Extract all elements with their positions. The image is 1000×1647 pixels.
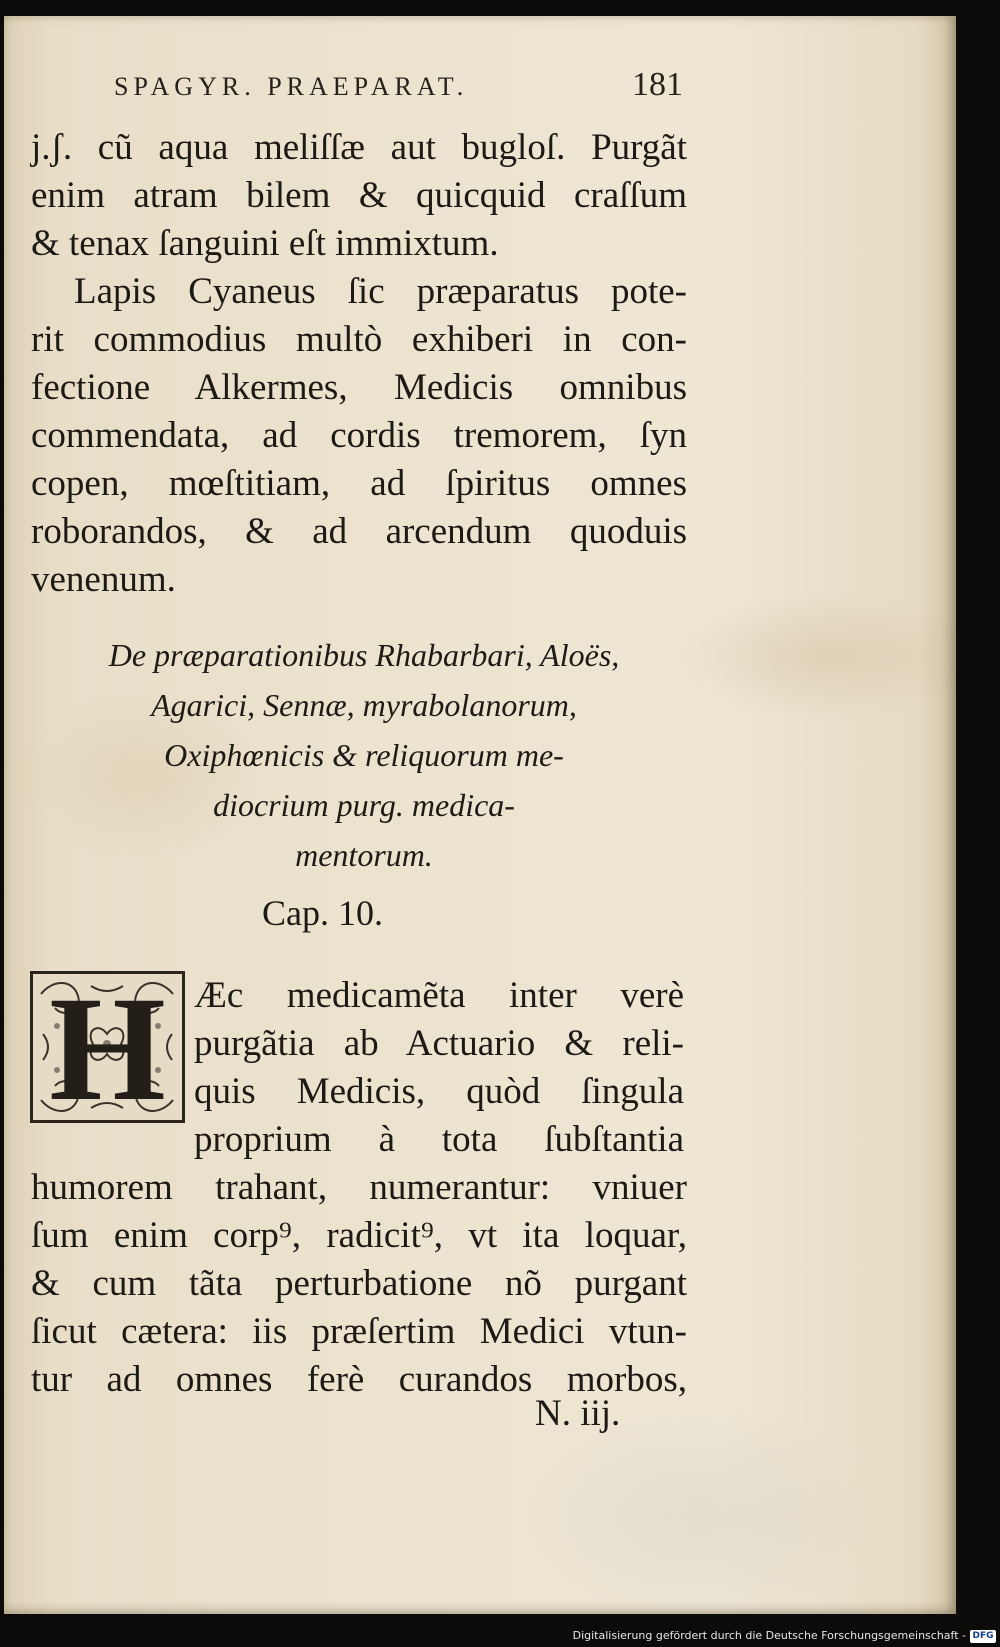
text-line: fectione Alkermes, Medicis omnibus bbox=[31, 367, 687, 408]
dfg-logo-icon: DFG bbox=[970, 1630, 996, 1643]
chapter-opening-text bbox=[194, 972, 684, 1164]
text-line: commendata, ad cordis tremorem, ſyn bbox=[31, 415, 687, 456]
text-line: Æc medicamẽta inter verè bbox=[194, 975, 684, 1016]
heading-line: Agarici, Sennæ, myrabolanorum, bbox=[151, 687, 577, 723]
text-line: Lapis Cyaneus ſic præparatus pote- bbox=[74, 271, 687, 312]
decorated-initial bbox=[30, 966, 185, 1132]
text-line: ſicut cætera: iis præſertim Medici vtun- bbox=[31, 1311, 687, 1352]
initial-letter: H bbox=[49, 966, 166, 1132]
book-page bbox=[4, 16, 956, 1614]
text-line: humorem trahant, numerantur: vniuer bbox=[31, 1167, 687, 1208]
text-line: & tenax ſanguini eſt immixtum. bbox=[31, 223, 499, 264]
text-line: j.ʃ. cũ aqua meliſſæ aut bugloſ. Purgãt bbox=[31, 127, 687, 168]
chapter-body-text bbox=[31, 1164, 691, 1404]
heading-line: Oxiphœnicis & reliquorum me- bbox=[164, 737, 564, 773]
text-line: proprium à tota ſubſtantia bbox=[194, 1119, 684, 1160]
text-line: roborandos, & ad arcendum quoduis bbox=[31, 511, 687, 552]
text-line: & cum tãta perturbatione nõ purgant bbox=[31, 1263, 687, 1304]
section-heading bbox=[44, 630, 684, 880]
digitization-footer bbox=[572, 1627, 1000, 1647]
text-line: quis Medicis, quòd ſingula bbox=[194, 1071, 684, 1112]
text-line: ſum enim corp⁹, radicit⁹, vt ita loquar, bbox=[31, 1215, 687, 1256]
text-line: enim atram bilem & quicquid craſſum bbox=[31, 175, 687, 216]
heading-line: mentorum. bbox=[295, 837, 433, 873]
footer-credit: Digitalisierung gefördert durch die Deutsche Forschungsgemeinschaft - bbox=[572, 1629, 966, 1642]
body-text bbox=[31, 124, 691, 604]
running-head: SPAGYR. PRAEPARAT. bbox=[114, 72, 469, 101]
heading-line: De præparationibus Rhabarbari, Aloës, bbox=[108, 637, 620, 673]
text-line: copen, mœſtitiam, ad ſpiritus omnes bbox=[31, 463, 687, 504]
text-line: venenum. bbox=[31, 559, 176, 600]
text-line: tur ad omnes ferè curandos morbos, bbox=[31, 1359, 687, 1400]
heading-line: diocrium purg. medica- bbox=[213, 787, 515, 823]
signature-mark: N. iij. bbox=[535, 1393, 621, 1434]
text-line: purgãtia ab Actuario & reli- bbox=[194, 1023, 684, 1064]
chapter-label: Cap. 10. bbox=[262, 893, 383, 933]
text-line: rit commodius multò exhiberi in con- bbox=[31, 319, 687, 360]
page-number: 181 bbox=[632, 66, 683, 103]
